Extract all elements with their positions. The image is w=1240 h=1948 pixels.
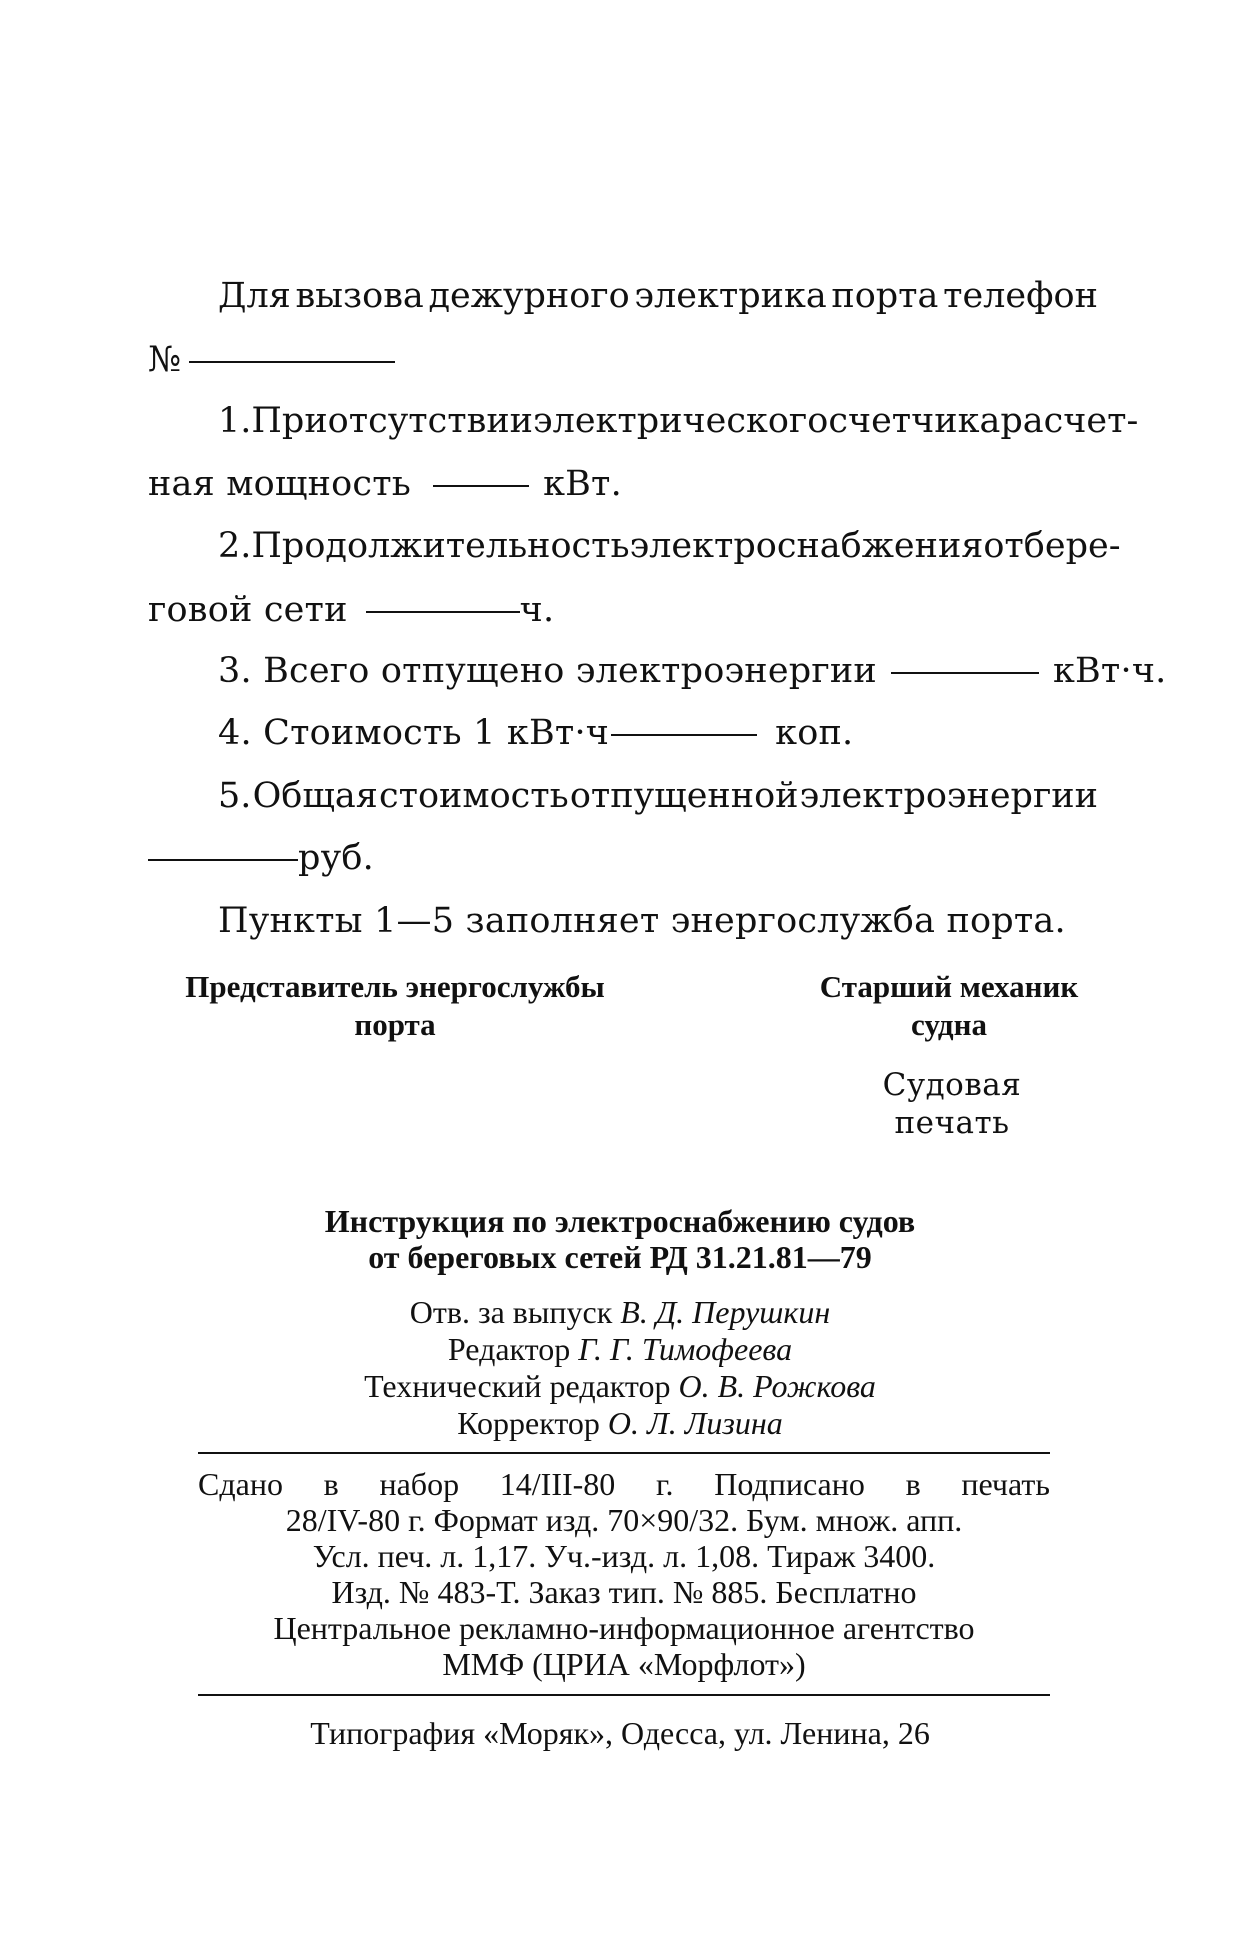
- number-sign: №: [148, 340, 182, 380]
- chief-engineer-title: Старший механик: [819, 969, 1079, 1004]
- rated-power-label: ная мощность: [148, 464, 412, 504]
- port-representative-title: Представитель энергослужбы: [185, 969, 605, 1004]
- word: отсутствии: [327, 401, 533, 441]
- call-electrician-line: [218, 276, 1098, 316]
- word: бере-: [1023, 526, 1121, 566]
- chief-engineer-signature: [786, 968, 1112, 1044]
- energy-supplied-label: 3. Всего отпущено электроэнергии: [218, 651, 877, 691]
- credit-responsible: [0, 1294, 1240, 1331]
- rated-power-blank: [433, 485, 529, 487]
- colophon-title: [0, 1203, 1240, 1275]
- colophon-title-line-1: Инструкция по электроснабжению судов: [324, 1203, 916, 1239]
- duration-label: говой сети: [148, 590, 348, 630]
- item-1-line-1: [218, 401, 1139, 441]
- word: телефон: [943, 276, 1098, 316]
- word: расчет-: [1000, 401, 1139, 441]
- ship-stamp-placeholder: [846, 1066, 1058, 1142]
- ship-stamp-line-2: печать: [894, 1105, 1010, 1141]
- word: Подписано: [714, 1466, 865, 1502]
- chief-engineer-subtitle: судна: [911, 1007, 987, 1042]
- colophon-title-line-2: от береговых сетей РД 31.21.81—79: [368, 1239, 872, 1275]
- word: стоимость: [378, 776, 569, 816]
- imprint-line-5: Центральное рекламно-информационное агентство: [273, 1610, 975, 1646]
- fill-in-note: Пункты 1—5 заполняет энергослужба порта.: [218, 901, 1066, 941]
- top-divider: [198, 1452, 1050, 1454]
- word: печать: [961, 1466, 1050, 1502]
- word: от: [983, 526, 1024, 566]
- credit-name: О. Л. Лизина: [607, 1405, 783, 1441]
- word: 14/III-80: [499, 1466, 616, 1502]
- imprint-line-6: ММФ (ЦРИА «Морфлот»): [442, 1646, 806, 1682]
- item-5-line-1: [218, 776, 1098, 816]
- imprint-block: [198, 1466, 1050, 1682]
- credit-technical-editor: [0, 1368, 1240, 1405]
- word: Сдано: [198, 1466, 283, 1502]
- credit-role: Редактор: [447, 1331, 571, 1367]
- word: г.: [656, 1466, 674, 1502]
- unit-cost-label: 4. Стоимость 1 кВт·ч: [218, 713, 610, 753]
- word: 5.: [218, 776, 252, 816]
- item-4-line: [218, 713, 853, 753]
- word: электроэнергии: [799, 776, 1098, 816]
- port-representative-signature: [148, 968, 642, 1044]
- credit-role: Технический редактор: [364, 1368, 671, 1404]
- word: счетчика: [828, 401, 1001, 441]
- credit-name: Г. Г. Тимофеева: [578, 1331, 793, 1367]
- word: отпущенной: [569, 776, 799, 816]
- credit-editor: [0, 1331, 1240, 1368]
- item-1-line-2: [148, 464, 622, 504]
- credit-name: О. В. Рожкова: [678, 1368, 876, 1404]
- imprint-line-2: 28/IV-80 г. Формат изд. 70×90/32. Бум. множ. апп.: [285, 1502, 963, 1538]
- word: в: [905, 1466, 921, 1502]
- phone-number-line: [148, 340, 401, 380]
- word: электрического: [533, 401, 829, 441]
- energy-supplied-unit: кВт·ч.: [1052, 651, 1167, 691]
- word: дежурного: [428, 276, 630, 316]
- energy-supplied-blank: [891, 672, 1039, 674]
- bottom-divider: [198, 1694, 1050, 1696]
- item-2-line-2: [148, 590, 554, 630]
- word: 2.: [218, 526, 252, 566]
- printer-line: Типография «Моряк», Одесса, ул. Ленина, 26: [310, 1715, 930, 1751]
- credit-role: Корректор: [457, 1405, 600, 1441]
- item-5-line-2: [148, 838, 374, 878]
- duration-blank: [366, 611, 520, 613]
- unit-cost-blank: [611, 734, 757, 736]
- port-representative-subtitle: порта: [354, 1007, 436, 1042]
- unit-cost-unit: коп.: [775, 713, 854, 753]
- word: в: [323, 1466, 339, 1502]
- item-3-line: [218, 651, 1167, 691]
- credit-proofreader: [0, 1405, 1240, 1442]
- word: 1.: [218, 401, 252, 441]
- rated-power-unit: кВт.: [543, 464, 622, 504]
- word: Для: [218, 276, 291, 316]
- word: набор: [379, 1466, 460, 1502]
- imprint-line-3: Усл. печ. л. 1,17. Уч.-изд. л. 1,08. Тираж 3400.: [312, 1538, 936, 1574]
- word: Общая: [252, 776, 378, 816]
- word: порта: [831, 276, 939, 316]
- imprint-line-1: [198, 1466, 1050, 1502]
- credits-block: [0, 1294, 1240, 1442]
- duration-unit: ч.: [519, 590, 555, 630]
- total-cost-unit: руб.: [298, 838, 374, 878]
- word: Продолжительность: [251, 526, 630, 566]
- credit-role: Отв. за выпуск: [409, 1294, 613, 1330]
- imprint-line-4: Изд. № 483-Т. Заказ тип. № 885. Бесплатно: [331, 1574, 917, 1610]
- item-2-line-1: [218, 526, 1121, 566]
- total-cost-blank: [148, 859, 298, 861]
- word: При: [251, 401, 328, 441]
- credit-name: В. Д. Перушкин: [620, 1294, 831, 1330]
- phone-number-blank: [189, 361, 395, 363]
- ship-stamp-line-1: Судовая: [882, 1067, 1022, 1103]
- word: вызова: [295, 276, 424, 316]
- word: электрика: [634, 276, 827, 316]
- word: электроснабжения: [629, 526, 984, 566]
